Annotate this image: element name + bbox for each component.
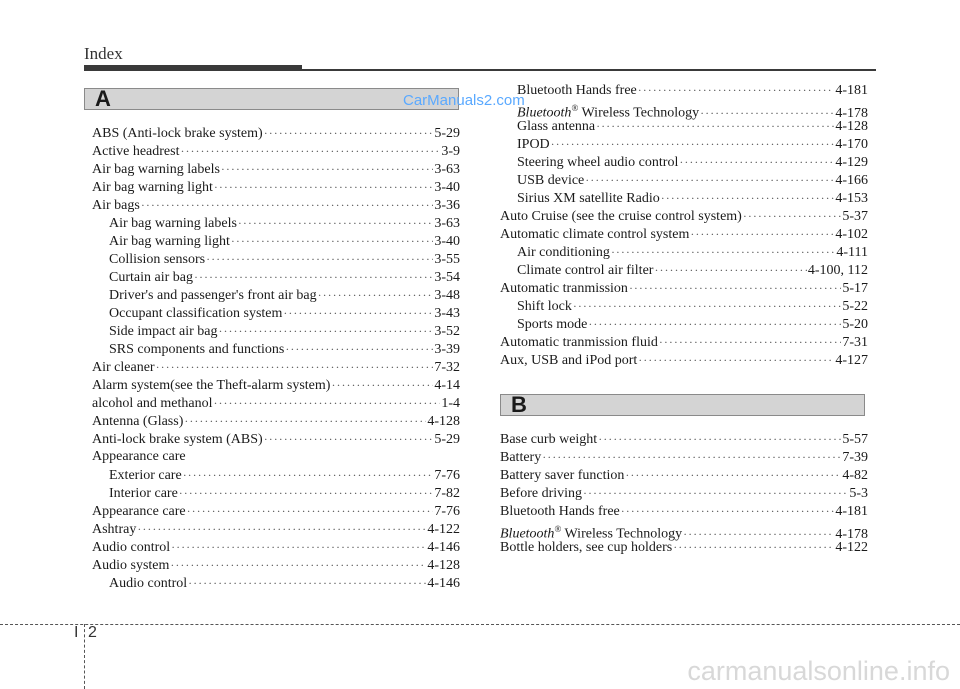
index-entry-page: 5-29 xyxy=(434,432,460,447)
index-entry-page: 7-82 xyxy=(434,486,460,501)
index-entry xyxy=(500,135,868,153)
index-entry-label: Bluetooth Hands free xyxy=(500,504,620,519)
dot-leader xyxy=(629,279,841,297)
section-a-letter: A xyxy=(95,86,111,111)
index-entry-label: SRS components and functions xyxy=(109,342,285,357)
index-entry xyxy=(92,214,460,232)
index-entry-page: 3-48 xyxy=(434,288,460,303)
dot-leader xyxy=(588,315,841,333)
index-entry xyxy=(500,81,868,99)
index-entry-label: Air bag warning labels xyxy=(109,216,237,231)
dot-leader xyxy=(659,333,841,351)
index-entry-label: Sports mode xyxy=(517,317,588,332)
index-entry xyxy=(92,286,460,304)
index-entry-label: Bottle holders, see cup holders xyxy=(500,540,673,555)
dot-leader xyxy=(221,160,433,178)
index-entry-label: Anti-lock brake system (ABS) xyxy=(92,432,263,447)
index-entry-label: Antenna (Glass) xyxy=(92,414,184,429)
index-entry xyxy=(500,189,868,207)
index-entry-label: Audio control xyxy=(109,576,188,591)
index-entry-page: 5-20 xyxy=(842,317,868,332)
index-entry-label: Audio system xyxy=(92,558,170,573)
index-entry-label: Automatic tranmission fluid xyxy=(500,335,658,350)
index-entry xyxy=(500,279,868,297)
index-entry xyxy=(500,153,868,171)
index-entry-label: Active headrest xyxy=(92,144,180,159)
index-entry xyxy=(92,178,460,196)
dot-leader xyxy=(188,574,426,592)
index-entry-page: 4-111 xyxy=(836,245,868,260)
index-entry xyxy=(500,484,868,502)
index-entry-page: 7-39 xyxy=(842,450,868,465)
registered-mark: ® xyxy=(554,524,562,534)
dot-leader xyxy=(331,376,433,394)
index-entry-label: Side impact air bag xyxy=(109,324,218,339)
dot-leader xyxy=(638,81,835,99)
index-entry-page: 5-3 xyxy=(849,486,868,501)
dot-leader xyxy=(231,232,433,250)
dot-leader xyxy=(625,466,841,484)
index-entry-page: 3-40 xyxy=(434,180,460,195)
index-entry-label: Air bags xyxy=(92,198,140,213)
dot-leader xyxy=(654,261,806,279)
index-entry-page: 4-146 xyxy=(427,540,460,555)
index-entry xyxy=(500,297,868,315)
right-column-a-index xyxy=(500,81,868,369)
index-entry xyxy=(500,243,868,261)
index-entry-page: 4-128 xyxy=(835,119,868,134)
index-entry xyxy=(92,196,460,214)
index-entry-label: Automatic climate control system xyxy=(500,227,690,242)
index-entry-page: 4-170 xyxy=(835,137,868,152)
index-entry-label-suffix: Wireless Technology xyxy=(561,526,683,542)
dot-leader xyxy=(206,250,433,268)
index-entry xyxy=(92,376,460,394)
registered-mark: ® xyxy=(571,103,579,113)
index-entry-label: Air conditioning xyxy=(517,245,610,260)
index-entry xyxy=(500,351,868,369)
header-rule-thin xyxy=(302,69,876,71)
index-entry xyxy=(500,99,868,121)
index-entry xyxy=(500,315,868,333)
index-entry-page: 3-43 xyxy=(434,306,460,321)
dot-leader xyxy=(638,351,834,369)
index-entry-label: Driver's and passenger's front air bag xyxy=(109,288,317,303)
page-header-title: Index xyxy=(84,44,123,63)
index-entry-label: Interior care xyxy=(109,486,178,501)
dot-leader xyxy=(583,484,848,502)
index-entry-page: 3-40 xyxy=(434,234,460,249)
index-entry-page: 4-128 xyxy=(427,558,460,573)
index-entry xyxy=(92,394,460,412)
index-entry-page: 4-178 xyxy=(835,526,868,542)
footer-rule xyxy=(0,624,960,625)
section-b-bar xyxy=(500,394,865,416)
index-entry-label: Air cleaner xyxy=(92,360,155,375)
dot-leader xyxy=(318,286,434,304)
index-entry-label: Air bag warning light xyxy=(109,234,230,249)
index-entry-label: Base curb weight xyxy=(500,432,598,447)
index-entry xyxy=(500,466,868,484)
index-entry xyxy=(92,232,460,250)
section-b-letter: B xyxy=(511,392,527,417)
index-entry-page: 7-31 xyxy=(842,335,868,350)
index-entry-page: 5-37 xyxy=(842,209,868,224)
index-entry xyxy=(92,466,460,484)
index-entry-page: 4-178 xyxy=(835,105,868,121)
index-entry-label: Curtain air bag xyxy=(109,270,193,285)
index-entry xyxy=(500,502,868,520)
index-entry-page: 4-129 xyxy=(835,155,868,170)
index-entry xyxy=(500,261,868,279)
dot-leader xyxy=(187,502,434,520)
index-entry-label: Occupant classification system xyxy=(109,306,283,321)
index-entry-label: ABS (Anti-lock brake system) xyxy=(92,126,263,141)
index-entry xyxy=(92,538,460,556)
dot-leader xyxy=(598,430,841,448)
index-entry xyxy=(500,207,868,225)
footer-vertical-rule xyxy=(84,624,85,689)
index-entry-label: Exterior care xyxy=(109,468,182,483)
index-entry-page: 4-127 xyxy=(835,353,868,368)
dot-leader xyxy=(194,268,433,286)
index-entry-page: 3-36 xyxy=(434,198,460,213)
dot-leader xyxy=(690,225,834,243)
index-entry xyxy=(92,322,460,340)
dot-leader xyxy=(171,538,426,556)
index-entry-label: Steering wheel audio control xyxy=(517,155,679,170)
index-entry-label: Before driving xyxy=(500,486,583,501)
index-entry-label: IPOD xyxy=(517,137,550,152)
dot-leader xyxy=(156,358,434,376)
index-entry-page: 7-32 xyxy=(434,360,460,375)
dot-leader xyxy=(264,124,434,142)
index-entry-page: 4-14 xyxy=(434,378,460,393)
index-entry xyxy=(92,250,460,268)
index-entry-label: Audio control xyxy=(92,540,171,555)
dot-leader xyxy=(679,153,834,171)
dot-leader xyxy=(183,466,434,484)
index-entry-page: 4-128 xyxy=(427,414,460,429)
index-entry-page: 7-76 xyxy=(434,468,460,483)
dot-leader xyxy=(551,135,835,153)
index-entry-page: 4-100, 112 xyxy=(807,263,868,278)
index-entry-label: Appearance care xyxy=(92,449,186,464)
index-entry xyxy=(500,225,868,243)
index-entry-label: Air bag warning labels xyxy=(92,162,220,177)
index-entry-page: 1-4 xyxy=(441,396,460,411)
index-entry xyxy=(92,142,460,160)
index-entry-page: 7-76 xyxy=(434,504,460,519)
index-entry xyxy=(92,412,460,430)
dot-leader xyxy=(214,178,433,196)
index-entry-page: 4-166 xyxy=(835,173,868,188)
index-entry-page: 3-9 xyxy=(441,144,460,159)
index-entry-page: 3-54 xyxy=(434,270,460,285)
bottom-watermark[interactable]: carmanualsonline.info xyxy=(687,656,950,686)
index-entry-label-suffix: Wireless Technology xyxy=(578,105,700,121)
dot-leader xyxy=(673,538,834,556)
index-entry-label: Aux, USB and iPod port xyxy=(500,353,638,368)
index-entry xyxy=(500,333,868,351)
index-entry-page: 3-39 xyxy=(434,342,460,357)
index-entry-page: 4-122 xyxy=(835,540,868,555)
index-entry-page: 3-52 xyxy=(434,324,460,339)
index-entry xyxy=(92,574,460,592)
dot-leader xyxy=(179,484,434,502)
index-entry-label: alcohol and methanol xyxy=(92,396,213,411)
index-entry-label: Automatic tranmission xyxy=(500,281,628,296)
index-entry-page: 4-153 xyxy=(835,191,868,206)
header-rule-thick xyxy=(84,65,302,71)
dot-leader xyxy=(621,502,835,520)
dot-leader xyxy=(596,117,834,135)
index-entry-page: 3-55 xyxy=(434,252,460,267)
index-entry-label-italic: Bluetooth xyxy=(517,105,572,121)
index-entry-page: 5-57 xyxy=(842,432,868,447)
index-entry-label: Sirius XM satellite Radio xyxy=(517,191,660,206)
index-entry-label: Bluetooth Hands free xyxy=(517,83,637,98)
index-entry-page: 4-181 xyxy=(835,83,868,98)
index-entry-page: 4-102 xyxy=(835,227,868,242)
index-entry xyxy=(500,538,868,556)
dot-leader xyxy=(585,171,834,189)
dot-leader xyxy=(141,196,434,214)
dot-leader xyxy=(743,207,842,225)
index-entry-label: Alarm system(see the Theft-alarm system) xyxy=(92,378,331,393)
index-entry-page: 4-181 xyxy=(835,504,868,519)
index-entry-label: Battery xyxy=(500,450,542,465)
dot-leader xyxy=(573,297,841,315)
index-entry-label: Climate control air filter xyxy=(517,263,654,278)
index-entry-label-italic: Bluetooth xyxy=(500,526,555,542)
dot-leader xyxy=(283,304,433,322)
index-entry xyxy=(92,124,460,142)
footer-section-label: I xyxy=(74,624,79,641)
index-entry xyxy=(500,117,868,135)
index-entry xyxy=(92,430,460,448)
index-entry-label: USB device xyxy=(517,173,585,188)
dot-leader xyxy=(170,556,426,574)
dot-leader xyxy=(611,243,835,261)
index-entry-page: 4-82 xyxy=(842,468,868,483)
index-entry-page: 5-29 xyxy=(434,126,460,141)
dot-leader xyxy=(661,189,835,207)
index-entry xyxy=(92,520,460,538)
index-entry xyxy=(92,160,460,178)
index-entry xyxy=(500,430,868,448)
index-entry xyxy=(500,448,868,466)
index-entry xyxy=(92,340,460,358)
dot-leader xyxy=(264,430,434,448)
index-entry-label: Collision sensors xyxy=(109,252,206,267)
index-entry-label: Air bag warning light xyxy=(92,180,213,195)
index-entry xyxy=(92,304,460,322)
dot-leader xyxy=(542,448,841,466)
index-entry xyxy=(92,448,460,466)
index-entry-page: 4-146 xyxy=(427,576,460,591)
index-entry-label: Battery saver function xyxy=(500,468,625,483)
dot-leader xyxy=(180,142,440,160)
index-entry xyxy=(92,502,460,520)
index-entry-page: 4-122 xyxy=(427,522,460,537)
right-column-b-index xyxy=(500,430,868,556)
index-entry-page: 3-63 xyxy=(434,216,460,231)
dot-leader xyxy=(238,214,433,232)
index-entry-label: Appearance care xyxy=(92,504,186,519)
index-entry xyxy=(500,171,868,189)
footer-page-label: 2 xyxy=(88,624,97,641)
index-entry xyxy=(500,520,868,542)
dot-leader xyxy=(218,322,433,340)
dot-leader xyxy=(184,412,426,430)
index-entry-label: Ashtray xyxy=(92,522,137,537)
dot-leader xyxy=(214,394,441,412)
index-entry-label: Shift lock xyxy=(517,299,572,314)
index-entry-page: 5-22 xyxy=(842,299,868,314)
dot-leader xyxy=(285,340,433,358)
index-entry-page: 3-63 xyxy=(434,162,460,177)
index-entry-label: Glass antenna xyxy=(517,119,596,134)
index-entry-page: 5-17 xyxy=(842,281,868,296)
index-entry xyxy=(92,268,460,286)
dot-leader xyxy=(137,520,426,538)
site-watermark[interactable]: CarManuals2.com xyxy=(403,92,525,109)
index-entry xyxy=(92,358,460,376)
index-entry xyxy=(92,484,460,502)
index-entry xyxy=(92,556,460,574)
index-entry-label: Auto Cruise (see the cruise control system) xyxy=(500,209,742,224)
left-column-index xyxy=(92,124,460,592)
